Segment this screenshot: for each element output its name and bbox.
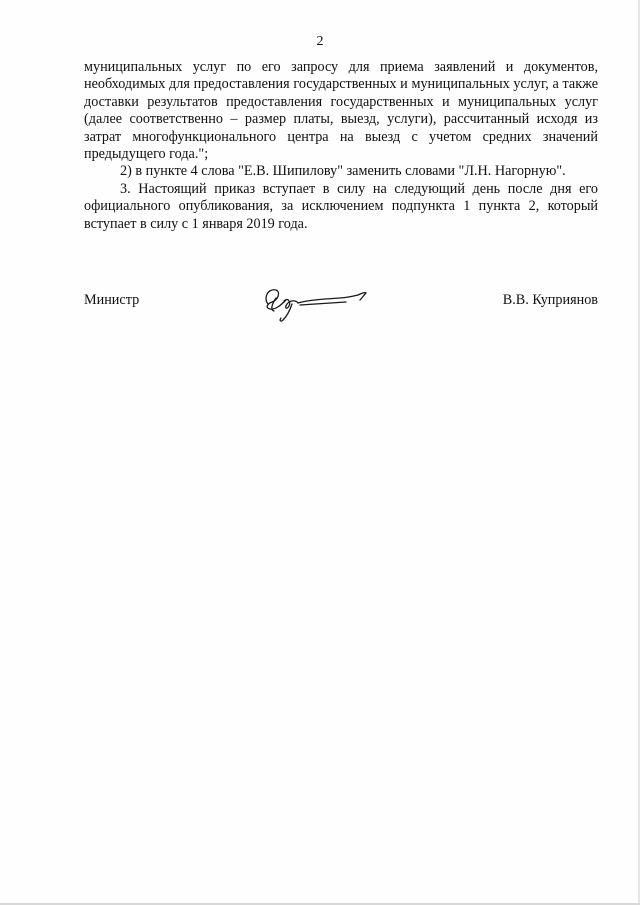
paragraph-continuation: муниципальных услуг по его запросу для приема заявлений и документов, необходимых для предоставления государственных и муниципальных услуг, а также доставки результатов предоставления государственных и муниципальных услуг (далее соответственно – размер платы, выезд, услуги), рассчитанный исходя из затрат многофункционального центра на выезд с учетом средних значений предыдущего года.";	[84, 59, 598, 163]
paragraph-item-3: 3. Настоящий приказ вступает в силу на следующий день после дня его официального опубликования, за исключением подпункта 1 пункта 2, который вступает в силу с 1 января 2019 года.	[84, 180, 598, 232]
handwritten-signature-icon	[254, 280, 374, 326]
paragraph-item-2: 2) в пункте 4 слова "Е.В. Шипилову" заменить словами "Л.Н. Нагорную".	[120, 163, 566, 180]
signature-block	[84, 288, 598, 328]
document-body	[84, 59, 598, 233]
position-label: Министр	[84, 292, 140, 308]
signer-name: В.В. Куприянов	[502, 292, 598, 308]
page-number: 2	[316, 34, 324, 49]
